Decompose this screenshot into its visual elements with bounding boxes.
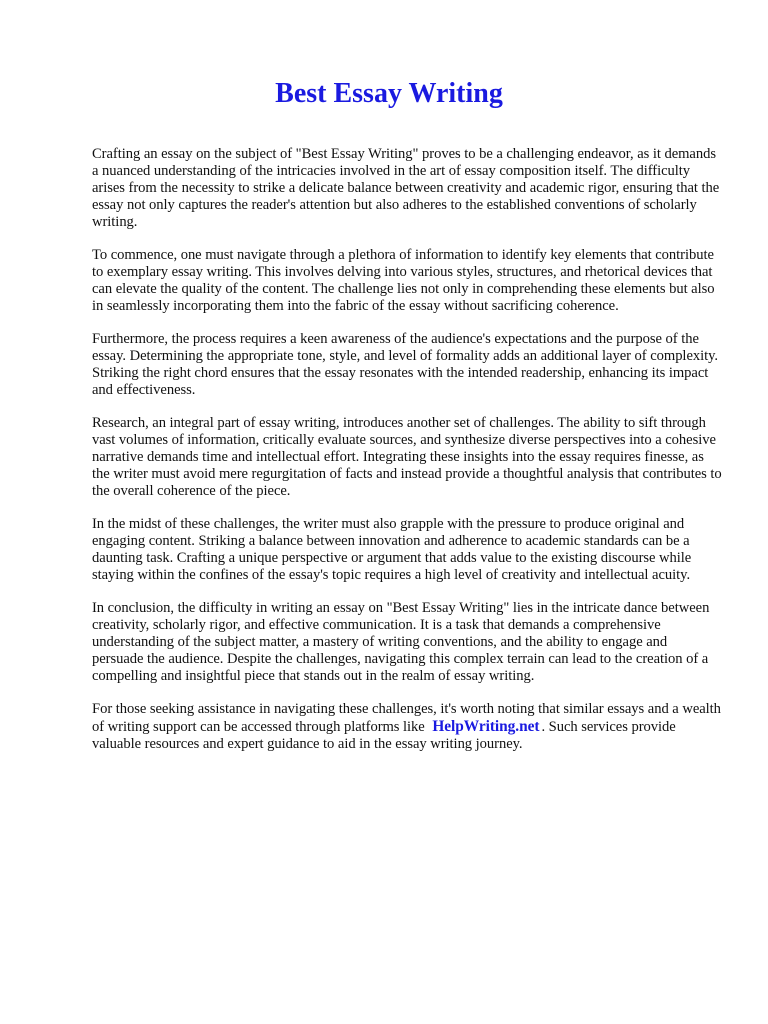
closing-text-after-link: . Such services provide valuable resources and expert guidance to aid in the essay writing journey. [92,719,676,752]
paragraph-4: Research, an integral part of essay writing, introduces another set of challenges. The ability to sift through vast volumes of information, critically evaluate sources, and synthesize diverse perspectives into a cohesive narrative demands time and intellectual effort. Integrating these insights into the essay requires finesse, as the writer must avoid mere regurgitation of facts and instead provide a thoughtful analysis that contributes to the overall coherence of the piece. [92,415,722,499]
closing-text-before-link: For those seeking assistance in navigating these challenges, it's worth noting that similar essays and a wealth of writing support can be accessed through platforms like [92,701,721,735]
paragraph-3: Furthermore, the process requires a keen awareness of the audience's expectations and the purpose of the essay. Determining the appropriate tone, style, and level of formality adds an additional layer of complexity. Striking the right chord ensures that the essay resonates with the intended readership, enhancing its impact and effectiveness. [92,331,719,398]
closing-paragraph [92,701,722,753]
helpwriting-link[interactable]: HelpWriting.net [432,718,540,735]
paragraph-6: In conclusion, the difficulty in writing an essay on "Best Essay Writing" lies in the intricate dance between creativity, scholarly rigor, and effective communication. It is a task that demands a comprehensive understanding of the subject matter, a mastery of writing conventions, and the ability to engage and persuade the audience. Despite the challenges, navigating this complex terrain can lead to the creation of a compelling and insightful piece that stands out in the realm of essay writing. [92,600,710,684]
document-title: Best Essay Writing [275,78,503,109]
paragraph-2: To commence, one must navigate through a plethora of information to identify key elements that contribute to exemplary essay writing. This involves delving into various styles, structures, and rhetorical devices that can elevate the quality of the content. The challenge lies not only in comprehending these elements but also in seamlessly incorporating them into the fabric of the essay without sacrificing coherence. [92,247,715,314]
paragraph-5: In the midst of these challenges, the writer must also grapple with the pressure to produce original and engaging content. Striking a balance between innovation and adherence to academic standards can be a daunting task. Crafting a unique perspective or argument that adds value to the existing discourse while staying within the confines of the essay's topic requires a high level of creativity and intellectual acuity. [92,516,692,583]
paragraph-1: Crafting an essay on the subject of "Best Essay Writing" proves to be a challenging endeavor, as it demands a nuanced understanding of the intricacies involved in the art of essay composition itself. The difficulty arises from the necessity to strike a delicate balance between creativity and academic rigor, ensuring that the essay not only captures the reader's attention but also adheres to the established conventions of scholarly writing. [92,146,720,230]
